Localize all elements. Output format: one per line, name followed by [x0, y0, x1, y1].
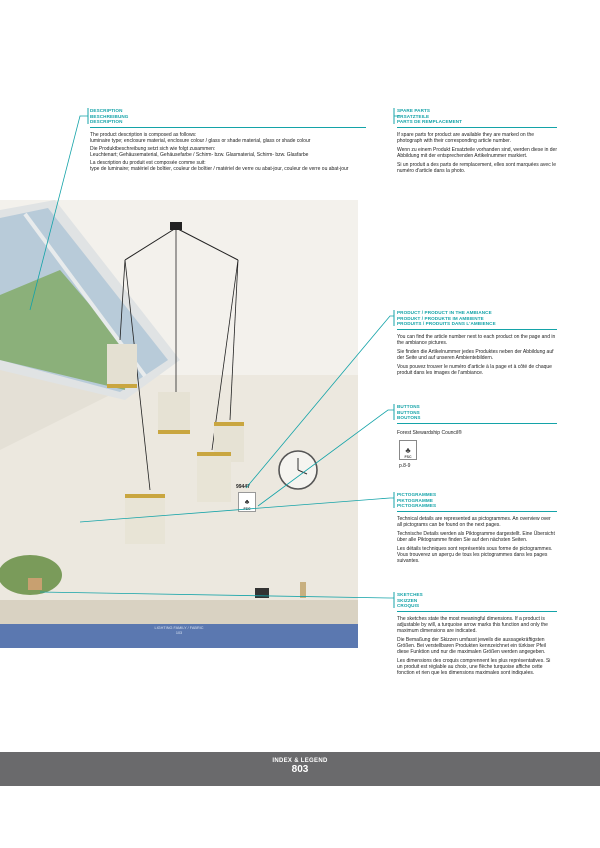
spare-parts-block — [397, 108, 557, 177]
sketches-text: The sketches state the most meaningful dimensions. If a product is adjustable by will, a turquoise arrow marks this function and only the maximum dimensions are indicated. — [397, 615, 548, 634]
ambiance-text: You can find the article number next to each product on the page and in the ambiance pictures. — [397, 333, 556, 346]
article-number-label: 99447 — [236, 484, 250, 490]
band-line1: LIGHTING FAMILY / FABRIC — [154, 626, 204, 630]
footer-bar — [0, 752, 600, 786]
pictograms-text: Technical details are represented as pictogrammes. An overview over all pictograms can be found on the next pages. — [397, 515, 551, 528]
description-block — [90, 108, 370, 172]
sketches-text: Die Bemaßung der Skizzen umfasst jeweils die aussagekräftigsten Größen. Bei verstellbaren Produkten kennzeichnet ein türkiser Pfeil diese Funktion und nur die maximalen Größen werden angegeben. — [397, 636, 546, 655]
tree-icon: ♣ — [244, 499, 250, 506]
spare-parts-text: Si un produit a des parts de remplacement, elles sont marquées avec le numéro d'article dans la photo. — [397, 161, 556, 174]
tree-icon: ♣ — [405, 445, 411, 455]
spare-parts-heading: SPARE PARTS ERSATZTEILE PARTS DE REMPLACEMENT — [397, 108, 463, 125]
description-line: The product description is composed as follows: — [90, 131, 197, 138]
pictograms-text: Les détails techniques sont représentés sous forme de pictogrammes. Vous trouverez un aperçu de tous les pictogrammes dans les pages suivantes. — [397, 545, 553, 564]
ambiance-text: Vous pouvez trouver le numéro d'article à la page et à côté de chaque produit dans les images de l'ambiance. — [397, 363, 552, 376]
ambiance-rule — [397, 329, 557, 330]
sketches-rule — [397, 611, 557, 612]
description-line: Leuchtenart; Gehäusematerial, Gehäusefarbe / Schirm- bzw. Glasmaterial, Schirm- bzw. Glasfarbe — [90, 151, 309, 158]
sketches-text: Les dimensions des croquis comprennent les plus représentatives. Si un produit est réglable au choix, une flèche turquoise affiche cette fonction et rien que les dimensions maximales sont indiquées. — [397, 657, 551, 676]
callout-sketches — [40, 592, 394, 598]
fsc-badge — [399, 440, 417, 460]
callout-buttons — [258, 410, 394, 506]
description-heading: DESCRIPTION BESCHREIBUNG DESCRIPTION — [90, 108, 129, 125]
spare-parts-text: If spare parts for product are available they are marked on the photograph with their corresponding article number. — [397, 131, 535, 144]
spare-parts-text: Wenn zu einem Produkt Ersatzteile vorhanden sind, werden diese in der Abbildung mit der entsprechenden Artikelnummer markiert. — [397, 146, 557, 159]
callout-description — [30, 116, 88, 310]
spare-parts-rule — [397, 127, 557, 128]
description-rule — [90, 127, 366, 128]
callout-ambiance — [246, 316, 394, 488]
footer-title: INDEX & LEGEND — [272, 758, 328, 764]
buttons-heading: BUTTONS BUTTONS BOUTONS — [397, 404, 421, 421]
buttons-rule — [397, 423, 557, 424]
pictograms-block — [397, 492, 557, 567]
description-line: type de luminaire; matériel de boîtier, couleur de boîtier / matériel de verre ou abat-jour, couleur de verre ou abat-jour — [90, 165, 349, 172]
fsc-badge-text: FSC — [404, 454, 412, 459]
sketches-block — [397, 592, 557, 679]
pictograms-text: Technische Details werden als Piktogramme dargestellt. Eine Übersicht über alle Piktogramme finden Sie auf den nächsten Seiten. — [397, 530, 555, 543]
pictograms-rule — [397, 511, 557, 512]
fsc-label: Forest Stewardship Council® — [397, 429, 462, 436]
fsc-mini-text: FSC — [243, 507, 251, 511]
fsc-page-ref: p.8-9 — [399, 462, 411, 469]
description-line: La description du produit est composée comme suit: — [90, 159, 206, 166]
band-line2: 103 — [175, 631, 183, 635]
description-line: Die Produktbeschreibung setzt sich wie folgt zusammen: — [90, 145, 216, 152]
buttons-block — [397, 404, 557, 469]
page-number: 803 — [291, 764, 309, 775]
sketches-heading: SKETCHES SKIZZEN CROQUIS — [397, 592, 423, 609]
ambiance-heading: PRODUCT / PRODUCT IN THE AMBIANCE PRODUKT / PRODUKTE IM AMBIENTE PRODUITS / PRODUITS DANS L'AMBIENCE — [397, 310, 496, 327]
ambiance-block — [397, 310, 557, 379]
pictograms-heading: PICTOGRAMMES PIKTOGRAMME PICTOGRAMMES — [397, 492, 437, 509]
callout-pictograms — [80, 498, 394, 522]
ambiance-text: Sie finden die Artikelnummer jedes Produktes neben der Abbildung auf der Seite und auf unseren Ambientebildern. — [397, 348, 554, 361]
description-line: luminaire type; enclosure material, enclosure colour / glass or shade material, glass or shade colour — [90, 137, 311, 144]
